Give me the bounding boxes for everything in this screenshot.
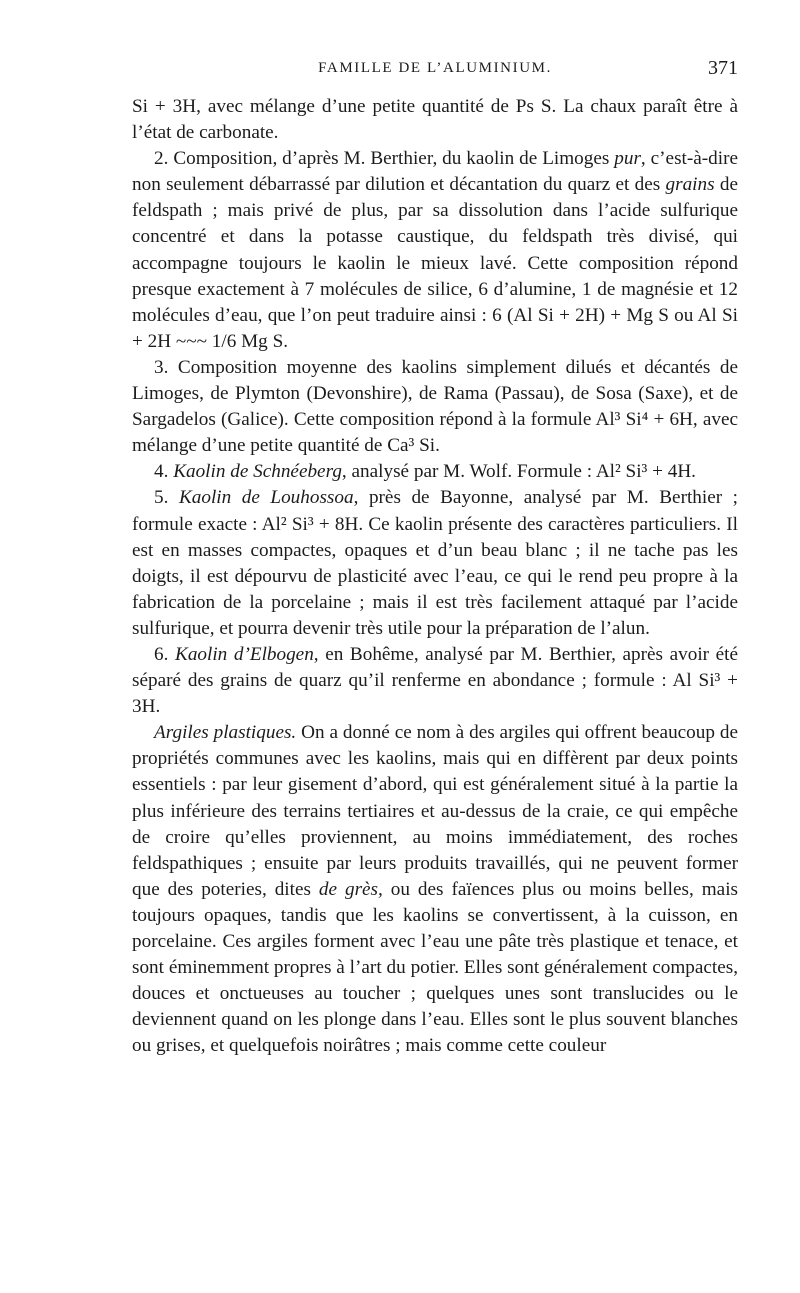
text-run: 3. Composition moyenne des kaolins simplement dilués et décantés de Limoges, de Plymton (Devonshire), de Rama (Passau), de Sosa (Saxe), et de Sargadelos (Galice). Cette composition répond à la formule Al³ Si⁴ + 6H, avec mélange d’une petite quantité de Ca³ Si. xyxy=(132,356,738,457)
page-number: 371 xyxy=(708,57,738,79)
text-run: 2. Composition, d’après M. Berthier, du kaolin de Limoges xyxy=(154,148,615,170)
page-header xyxy=(132,57,738,86)
body-text xyxy=(132,94,738,1059)
text-run: , c’est-à-dire non seulement débarrassé par dilution et décantation du quarz et des xyxy=(132,148,738,196)
paragraph-item-6 xyxy=(132,642,738,720)
text-run: 6. xyxy=(154,643,176,665)
italic-run: Kaolin d’Elbogen xyxy=(175,643,314,665)
paragraph-item-4 xyxy=(132,459,738,485)
paragraph-continuation xyxy=(132,94,738,146)
paragraph-item-5 xyxy=(132,485,738,642)
text-run: , en Bohême, analysé par M. Berthier, après avoir été séparé des grains de quarz qu’il renferme en abondance ; formule : Al Si³ + 3H. xyxy=(132,643,739,718)
italic-run: pur xyxy=(614,148,641,170)
paragraph-item-2 xyxy=(132,146,738,355)
italic-run: Kaolin de Louhossoa xyxy=(178,487,354,509)
text-run: Si + 3H, avec mélange d’une petite quantité de Ps S. La chaux paraît être à l’état de carbonate. xyxy=(132,96,738,144)
text-run: ou des faïences plus ou moins belles, mais toujours opaques, tandis que les kaolins se convertissent, à la cuisson, en porcelaine. Ces argiles forment avec l’eau une pâte très plastique et tenace, et sont éminemment propres à l’art du potier. Elles sont généralement compactes, douces et onctueuses au toucher ; quelques unes sont translucides ou le deviennent quand on les plonge dans l’eau. Elles sont le plus souvent blanches ou grises, et quelquefois noirâtres ; mais comme cette couleur xyxy=(132,878,738,1057)
italic-run: de grès, xyxy=(318,878,383,900)
running-head: FAMILLE DE L’ALUMINIUM. xyxy=(318,60,552,76)
italic-run: Argiles plastiques. xyxy=(154,722,297,744)
text-run: 5. xyxy=(154,487,179,509)
text-run: de feldspath ; mais privé de plus, par sa dissolution dans l’acide sulfurique concentré et dans la potasse caustique, du feldspath très divisé, qui accompagne toujours le kaolin le mieux lavé. Cette composition répond presque exactement à 7 molécules de silice, 6 d’alumine, 1 de magnésie et 12 molécules d’eau, que l’on peut traduire ainsi : 6 (Al Si + 2H) + Mg S ou Al Si + 2H ~~~ 1/6 Mg S. xyxy=(132,174,738,352)
italic-run: Kaolin de Schnéeberg xyxy=(173,461,342,483)
paragraph-item-3 xyxy=(132,355,738,459)
text-run: , analysé par M. Wolf. Formule : Al² Si³ + 4H. xyxy=(341,461,696,483)
text-run: On a donné ce nom à des argiles qui offrent beaucoup de propriétés communes avec les kaolins, mais qui en diffèrent par deux points essentiels : par leur gisement d’abord, qui est généralement situé à la partie la plus inférieure des terrains tertiaires et au-dessus de la craie, ce qui empêche de croire qu’elles proviennent, au moins immédiatement, des roches feldspathiques ; ensuite par leurs produits travaillés, qui ne peuvent former que des poteries, dites xyxy=(132,722,738,900)
paragraph-argiles-plastiques xyxy=(132,720,738,1059)
text-run: , près de Bayonne, analysé par M. Berthier ; formule exacte : Al² Si³ + 8H. Ce kaolin présente des caractères particuliers. Il est en masses compactes, opaques et d’un beau blanc ; il ne tache pas les doigts, il est dépourvu de plasticité avec l’eau, ce qui le rend peu propre à la fabrication de la porcelaine ; mais il est très facilement attaqué par l’acide sulfurique, et pourra devenir très utile pour la préparation de l’alun. xyxy=(132,487,739,639)
italic-run: grains xyxy=(665,174,715,196)
text-run: 4. xyxy=(154,461,174,483)
